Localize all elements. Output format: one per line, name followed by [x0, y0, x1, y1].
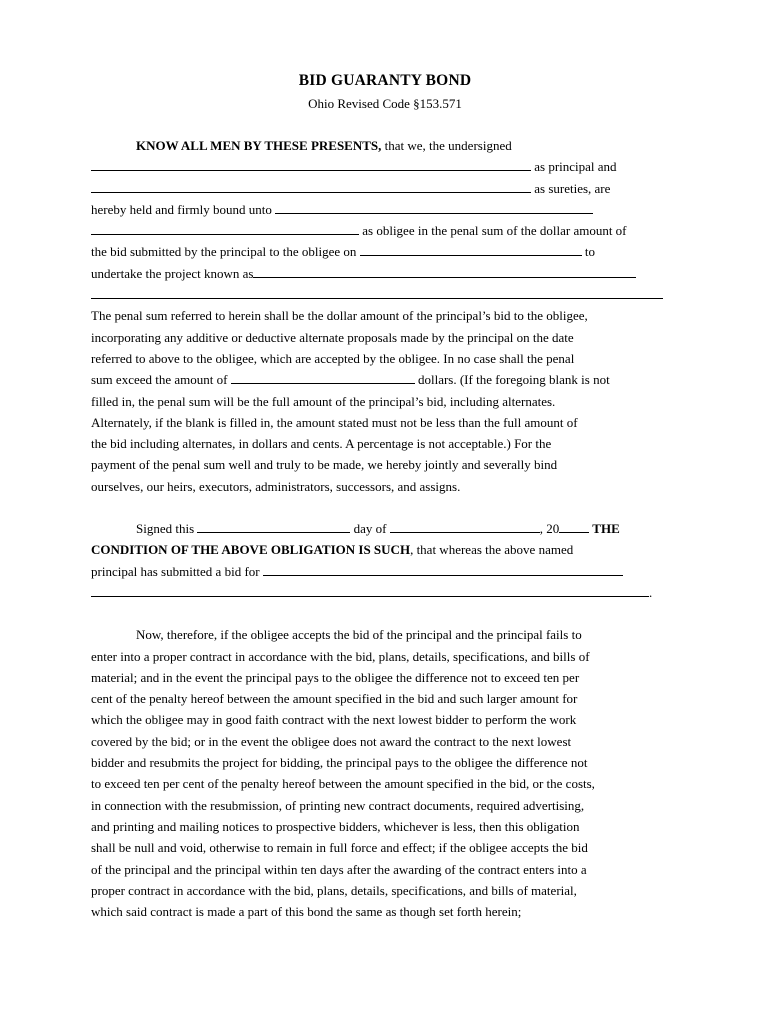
condition-text: CONDITION OF THE ABOVE OBLIGATION IS SUCH — [91, 542, 411, 558]
now-line-11: of the principal and the principal within ten days after the awarding of the contract enters into a — [91, 861, 587, 877]
signed-line-2 — [91, 539, 679, 560]
document-page — [91, 70, 679, 922]
as-obligee-text: as obligee in the penal sum of the dollar amount of — [359, 223, 627, 239]
penal-line-2: incorporating any additive or deductive alternate proposals made by the principal on the date — [91, 329, 574, 345]
now-line-7: to exceed ten per cent of the penalty hereof between the amount specified in the bid, or the costs, — [91, 776, 595, 792]
obligee-name-field-2[interactable] — [91, 222, 359, 235]
now-line-6: bidder and resubmits the project for bidding, the principal pays to the obligee the difference not — [91, 755, 588, 771]
penal-line-9: ourselves, our heirs, executors, administrators, successors, and assigns. — [91, 478, 461, 494]
document-title: BID GUARANTY BOND — [298, 72, 472, 89]
now-line-9: and printing and mailing notices to prospective bidders, whichever is less, then this obligation — [91, 818, 580, 834]
now-line-5: covered by the bid; or in the event the obligee does not award the contract to the next lowest — [91, 733, 572, 749]
signed-block — [91, 518, 679, 603]
as-principal-text: as principal and — [531, 159, 617, 175]
intro-line-5 — [91, 220, 679, 241]
penal-line-3: referred to above to the obligee, which are accepted by the obligee. In no case shall the penal — [91, 350, 575, 366]
know-all-men: KNOW ALL MEN BY THESE PRESENTS, — [136, 138, 382, 153]
intro-line-1 — [91, 135, 679, 156]
signed-this-text: Signed this — [136, 521, 198, 537]
project-name-field[interactable] — [253, 265, 636, 278]
obligee-name-field[interactable] — [275, 201, 593, 214]
project-name-field-2[interactable] — [91, 286, 663, 299]
intro-line-6 — [91, 241, 679, 262]
signed-line-4 — [91, 582, 679, 603]
as-sureties-text: as sureties, are — [531, 180, 611, 196]
penal-amount-field[interactable] — [231, 371, 415, 384]
sureties-name-field[interactable] — [91, 180, 531, 193]
sum-exceed-text: sum exceed the amount of — [91, 372, 231, 388]
now-line-8: in connection with the resubmission, of printing new contract documents, required advertising, — [91, 797, 585, 813]
bid-date-field[interactable] — [360, 243, 582, 256]
bid-for-field[interactable] — [263, 563, 623, 576]
now-line-4: which the obligee may in good faith contract with the next lowest bidder to perform the work — [91, 712, 577, 728]
signed-year-field[interactable] — [559, 520, 589, 533]
dollars-text: dollars. (If the foregoing blank is not — [414, 372, 610, 388]
now-therefore-paragraph — [91, 624, 679, 922]
penal-line-4 — [91, 369, 679, 390]
the-text: THE — [589, 521, 620, 537]
now-line-12: proper contract in accordance with the bid, plans, details, specifications, and bills of material, — [91, 882, 577, 898]
day-of-text: day of — [350, 521, 390, 537]
bid-submitted-text: the bid submitted by the principal to the obligee on — [91, 244, 360, 260]
intro-line-2 — [91, 156, 679, 177]
now-line-10: shall be null and void, otherwise to remain in full force and effect; if the obligee accepts the bid — [91, 840, 588, 856]
intro-line-7 — [91, 263, 679, 284]
intro-line-8 — [91, 284, 679, 305]
now-line-13: which said contract is made a part of this bond the same as though set forth herein; — [91, 904, 522, 920]
penal-line-5: filled in, the penal sum will be the full amount of the principal’s bid, including alternates. — [91, 393, 556, 409]
penal-line-7: the bid including alternates, in dollars and cents. A percentage is not acceptable.) For the — [91, 436, 552, 452]
now-line-1: enter into a proper contract in accordance with the bid, plans, details, specifications, and bills of — [91, 648, 590, 664]
penal-line-1: The penal sum referred to herein shall be the dollar amount of the principal’s bid to the obligee, — [91, 308, 588, 324]
intro-block — [91, 135, 679, 305]
penal-sum-paragraph — [91, 305, 679, 497]
document-subtitle: Ohio Revised Code §153.571 — [308, 96, 462, 111]
now-line-2: material; and in the event the principal pays to the obligee the difference not to exceed ten per — [91, 669, 580, 685]
whereas-text: , that whereas the above named — [410, 542, 574, 558]
undertake-text: undertake the project known as — [91, 265, 254, 281]
principal-name-field[interactable] — [91, 158, 531, 171]
bid-for-field-2[interactable] — [91, 584, 649, 597]
now-line-3: cent of the penalty hereof between the amount specified in the bid and such larger amount for — [91, 691, 578, 707]
intro-line-3 — [91, 178, 679, 199]
now-line-0: Now, therefore, if the obligee accepts the bid of the principal and the principal fails to — [136, 627, 582, 643]
signed-month-field[interactable] — [390, 520, 540, 533]
principal-submitted-text: principal has submitted a bid for — [91, 563, 263, 579]
signed-day-field[interactable] — [197, 520, 350, 533]
signed-line-1 — [91, 518, 679, 539]
penal-line-8: payment of the penal sum well and truly to be made, we hereby jointly and severally bind — [91, 457, 558, 473]
signed-line-3 — [91, 561, 679, 582]
that-we-text: that we, the undersigned — [381, 138, 512, 153]
intro-line-4 — [91, 199, 679, 220]
to-text: to — [581, 244, 595, 260]
penal-line-6: Alternately, if the blank is filled in, the amount stated must not be less than the full amount of — [91, 414, 578, 430]
held-bound-text: hereby held and firmly bound unto — [91, 201, 276, 217]
comma-20-text: , 20 — [539, 521, 560, 537]
period-text: . — [649, 584, 653, 600]
